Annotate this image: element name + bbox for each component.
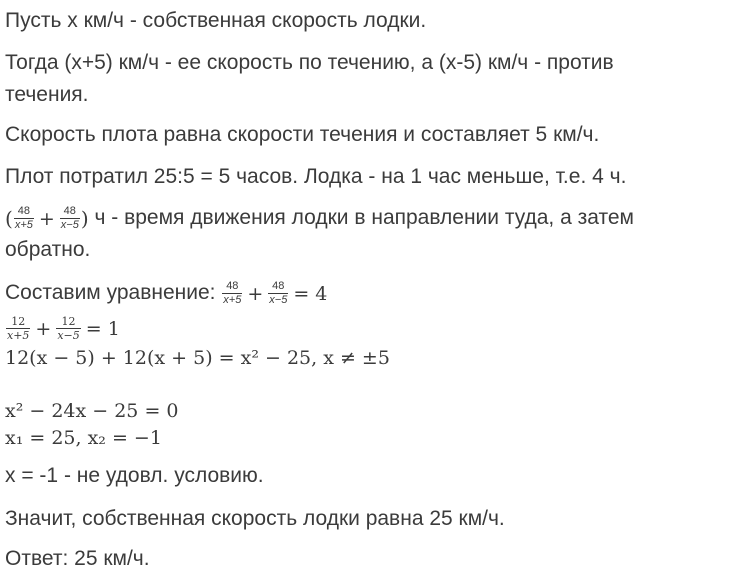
expanded-equation: 12(x − 5) + 12(x + 5) = x² − 25, x ≠ ±5 (5, 347, 390, 369)
answer-line: Ответ: 25 км/ч. (5, 547, 150, 570)
text-line-14: Значит, собственная скорость лодки равна 25 км/ч. (5, 507, 505, 530)
text-line-5: Плот потратил 25:5 = 5 часов. Лодка - на 1 час меньше, т.е. 4 ч. (5, 165, 627, 188)
close-paren: ) (80, 206, 89, 231)
simplified-equation (5, 316, 124, 341)
equals-1: = 1 (85, 317, 120, 340)
text-line-3: течения. (5, 83, 89, 106)
text-line-4: Скорость плота равна скорости течения и составляет 5 км/ч. (5, 123, 600, 146)
equation-setup-line (5, 281, 331, 306)
fraction-12-plus: $\frac{12}{x+5}$ (7, 315, 30, 342)
text-line-13: х = -1 - не удовл. условию. (5, 464, 264, 487)
quadratic-equation: x² − 24x − 25 = 0 (5, 400, 179, 422)
fraction-48-plus-2: $\frac{48}{x+5}$ (223, 280, 242, 306)
time-expression-line (5, 206, 634, 231)
text-line-2: Тогда (х+5) км/ч - ее скорость по течению, а (х-5) км/ч - против (5, 51, 614, 74)
fraction-48-plus: $\frac{48}{x+5}$ (14, 205, 33, 231)
text-line-1: Пусть х км/ч - собственная скорость лодки. (5, 9, 427, 32)
equals-4: = 4 (293, 282, 328, 305)
time-expression-text: ч - время движения лодки в направлении туда, а затем (88, 206, 634, 230)
plus-sign-2: + (247, 282, 264, 305)
fraction-48-minus-2: $\frac{48}{x-5}$ (269, 280, 288, 306)
open-paren: ( (5, 206, 13, 231)
fraction-48-minus: $\frac{48}{x-5}$ (60, 205, 79, 231)
text-line-7: обратно. (5, 238, 91, 261)
plus-sign-3: + (35, 317, 52, 340)
equation-setup-text: Составим уравнение: (5, 281, 222, 305)
fraction-12-minus: $\frac{12}{x-5}$ (57, 315, 80, 342)
plus-sign: + (38, 207, 55, 230)
roots: x₁ = 25, x₂ = −1 (5, 427, 162, 449)
